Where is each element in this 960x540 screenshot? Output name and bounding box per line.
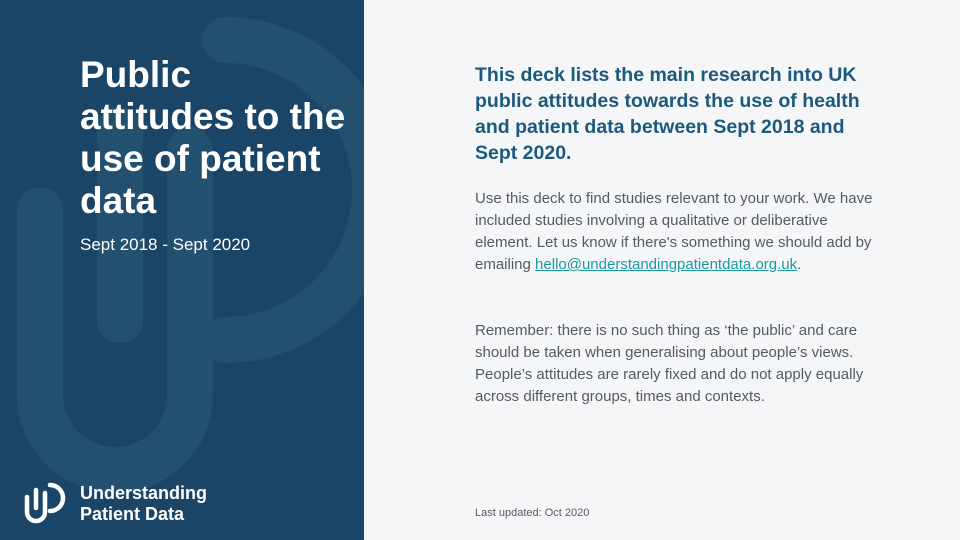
usage-text: Use this deck to find studies relevant to your work. We have included studies involving a qualitative or deliberative element. Let us know if there's something we should add by emailing bbox=[475, 190, 873, 273]
last-updated: Last updated: Oct 2020 bbox=[475, 507, 590, 519]
page-title: Public attitudes to the use of patient data bbox=[80, 54, 346, 221]
brand-line-2: Patient Data bbox=[80, 504, 185, 524]
usage-end: . bbox=[797, 256, 802, 273]
date-range: Sept 2018 - Sept 2020 bbox=[80, 235, 251, 254]
usage-paragraph bbox=[475, 188, 875, 276]
cover-panel bbox=[0, 0, 364, 540]
brand-logo bbox=[22, 481, 207, 527]
email-link[interactable]: hello@understandingpatientdata.org.uk bbox=[535, 256, 798, 273]
brand-line-1: Understanding bbox=[80, 483, 208, 503]
brand-logo-icon bbox=[22, 481, 66, 527]
content-panel bbox=[364, 0, 960, 540]
caution-paragraph: Remember: there is no such thing as ‘the public’ and care should be taken when generalising about people’s views. People’s attitudes are rarely fixed and do not apply equally across different groups, times and contexts. bbox=[475, 322, 864, 405]
brand-wordmark bbox=[80, 483, 207, 525]
intro-heading: This deck lists the main research into UK public attitudes towards the use of health and patient data between Sept 2018 and Sept 2020. bbox=[475, 64, 860, 164]
